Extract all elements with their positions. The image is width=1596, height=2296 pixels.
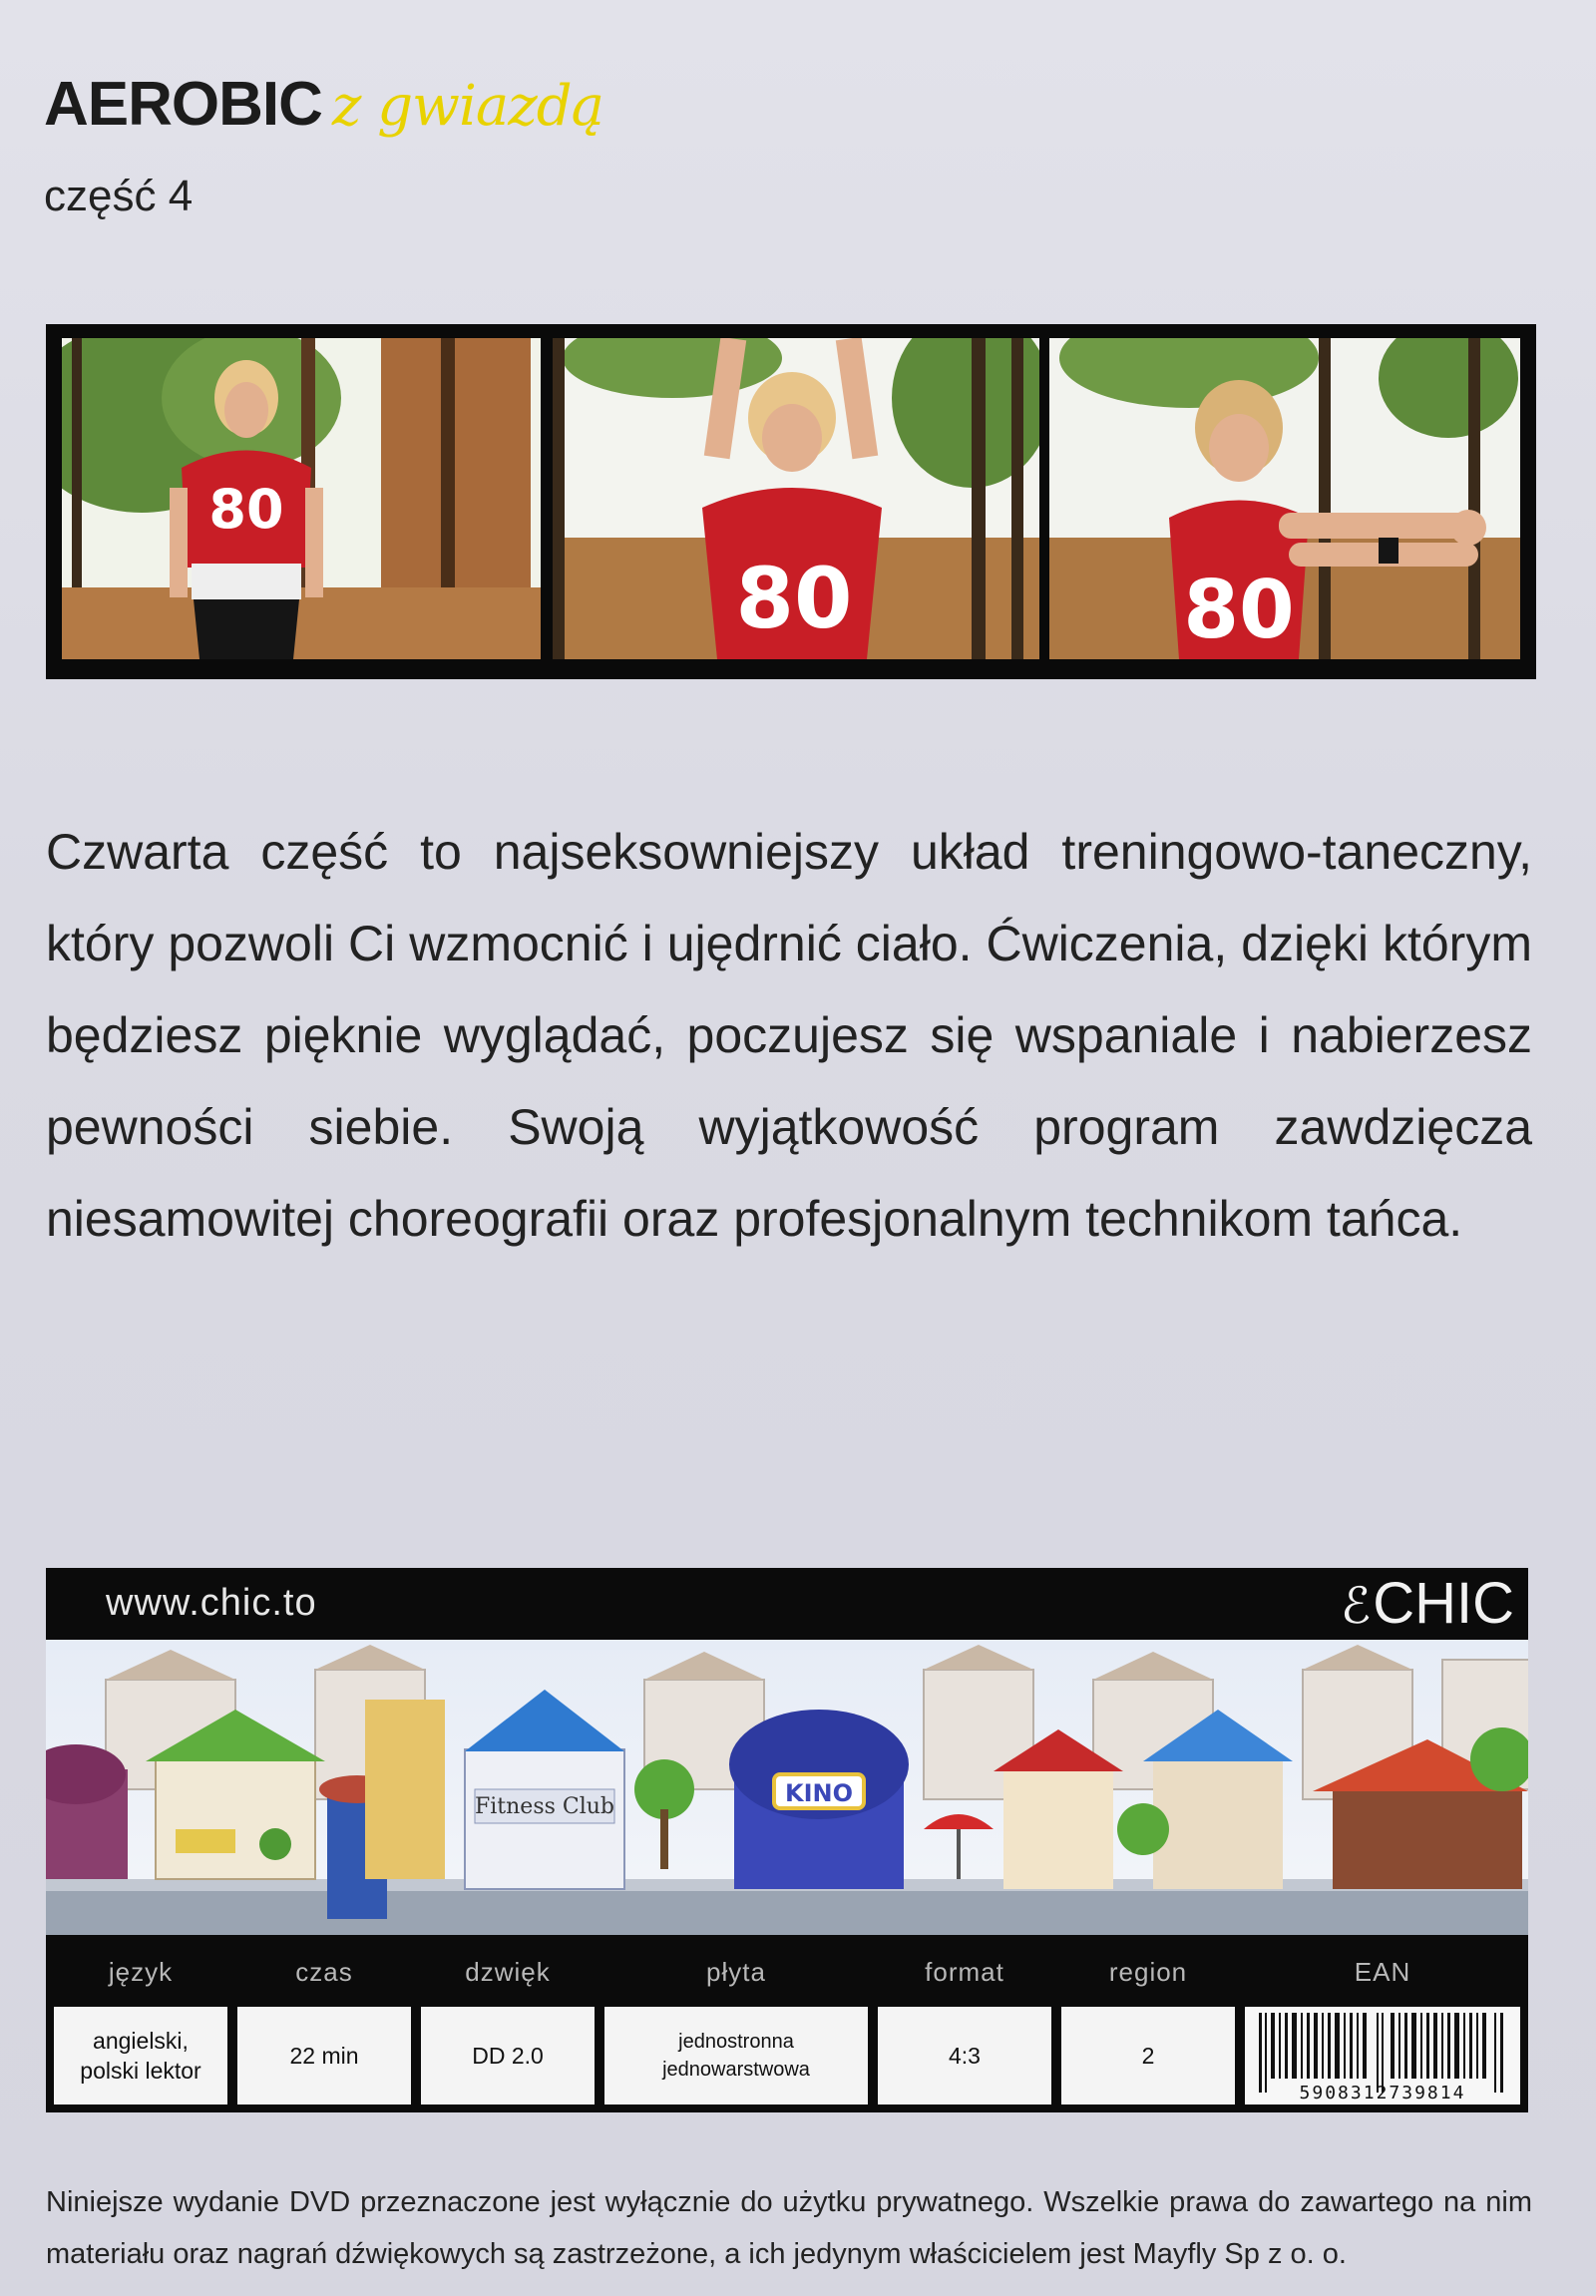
website-link[interactable]: www.chic.to	[106, 1582, 317, 1624]
spec-header-sound: dzwięk	[465, 1957, 551, 1987]
still-frame-2	[553, 338, 1039, 659]
still-frame-1	[62, 338, 541, 659]
svg-text:80: 80	[1183, 564, 1295, 656]
spec-header-format: format	[925, 1957, 1004, 1987]
spec-value-region: 2	[1061, 2007, 1235, 2105]
chic-logo-icon: ℰ	[1340, 1577, 1372, 1635]
ean-number: 5908312739814	[1299, 2083, 1466, 2104]
info-band	[46, 1568, 1528, 2112]
spec-value-disc	[604, 2007, 868, 2105]
spec-header-ean: EAN	[1354, 1957, 1411, 1987]
still-image-1	[62, 338, 541, 659]
still-frame-3	[1049, 338, 1520, 659]
barcode-icon	[1245, 2007, 1520, 2105]
spec-value-sound: DD 2.0	[421, 2007, 595, 2105]
ean-barcode	[1245, 2007, 1520, 2105]
spec-header-region: region	[1108, 1957, 1188, 1987]
fitness-club-sign: Fitness Club	[474, 1794, 615, 1819]
title-main: AEROBIC	[44, 70, 322, 139]
specs-table	[46, 1935, 1528, 2112]
title-accent: z gwiazdą	[331, 74, 604, 139]
spec-value-language	[54, 2007, 227, 2105]
still-image-2	[553, 338, 1039, 659]
town-image	[46, 1640, 1528, 1935]
brand-logo	[1340, 1571, 1514, 1636]
legal-notice: Niniejsze wydanie DVD przeznaczone jest wyłącznie do użytku prywatnego. Wszelkie prawa do zawartego na nim materiału oraz nagrań dźwiękowych są zastrzeżone, a ich jedynym właścicielem jest Mayfly Sp z o. o.	[46, 2186, 1532, 2270]
town-illustration	[46, 1640, 1528, 1935]
svg-text:80: 80	[208, 478, 284, 541]
disc-line-1: jednostronna	[678, 2031, 794, 2053]
language-line-2: polski lektor	[80, 2058, 201, 2084]
part-subtitle: część 4	[44, 172, 194, 220]
spec-header-duration: czas	[295, 1957, 353, 1987]
description-text: Czwarta część to najseksowniejszy układ treningowo-taneczny, który pozwoli Ci wzmocnić i ujędrnić ciało. Ćwiczenia, dzięki którym będziesz pięknie wyglądać, poczujesz się wspaniale i nabierzesz pewności siebie. Swoją wyjątkowość program zawdzięcza niesamowitej choreografii oraz profesjonalnym technikom tańca.	[46, 824, 1532, 1247]
product-title	[44, 70, 604, 139]
band-header	[46, 1568, 1528, 1640]
kino-sign: KINO	[784, 1779, 854, 1807]
spec-header-disc: płyta	[706, 1957, 766, 1987]
still-image-3	[1049, 338, 1520, 659]
language-line-1: angielski,	[93, 2028, 189, 2054]
svg-text:80: 80	[735, 550, 853, 647]
spec-value-format: 4:3	[878, 2007, 1051, 2105]
spec-value-duration: 22 min	[237, 2007, 411, 2105]
spec-header-language: język	[108, 1957, 174, 1987]
brand-name: CHIC	[1373, 1571, 1514, 1636]
disc-line-2: jednowarstwowa	[662, 2059, 810, 2081]
film-strip	[46, 324, 1536, 679]
